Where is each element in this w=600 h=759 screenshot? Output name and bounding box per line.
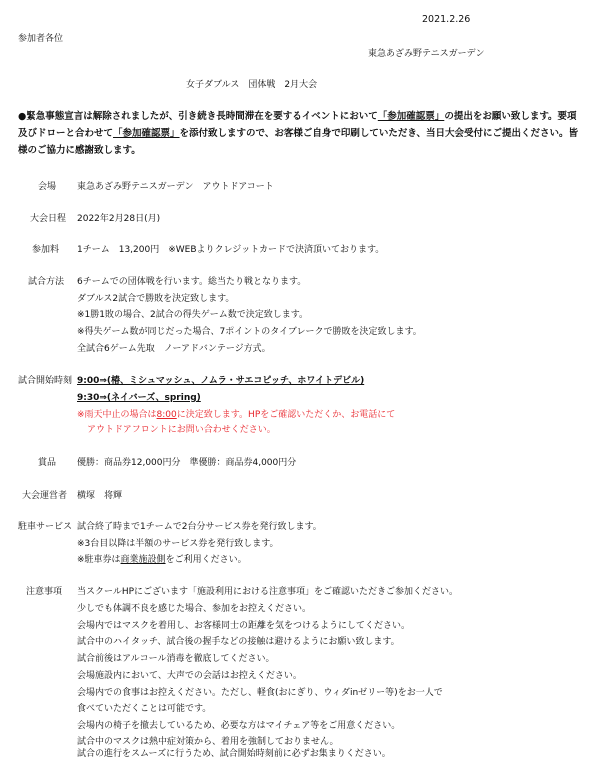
format-line: ダブルス2試合で勝敗を決定致します。 (77, 294, 235, 304)
note-item: 試合前後はアルコール消毒を徹底してください。 (77, 654, 275, 664)
notice-text-1: ●緊急事態宣言は解除されましたが、引き続き長時間滞在を要するイベントにおいて (18, 111, 378, 122)
venue-label: 会場 (38, 182, 57, 192)
addressee: 参加者各位 (18, 34, 64, 44)
parking-line-3 (77, 552, 247, 565)
parking-line-3-text-2: をご利用ください。 (165, 555, 247, 565)
note-item: 会場施設内において、大声での会話はお控えください。 (77, 671, 302, 681)
notice-paragraph (18, 108, 586, 159)
fee-label: 参加料 (32, 245, 60, 255)
manager-value: 横塚 将輝 (77, 491, 123, 501)
manager-label: 大会運営者 (22, 491, 68, 501)
prize-label: 賞品 (38, 458, 57, 468)
rain-notice-text-2: に決定致します。HPをご確認いただくか、お電話にて (176, 410, 396, 420)
parking-line-3-text: ※駐車券は (77, 555, 121, 565)
rain-notice-line2: アウトドアフロントにお問い合わせください。 (87, 425, 276, 435)
parking-label: 駐車サービス (18, 522, 73, 532)
note-item: 会場内ではマスクを着用し、お客様同士の距離を気をつけるようにしてください。 (77, 621, 411, 631)
commercial-facility-text: 商業施設側 (120, 555, 166, 565)
document-title: 女子ダブルス 団体戦 2月大会 (186, 80, 318, 90)
event-date-value: 2022年2月28日(月) (77, 214, 161, 224)
note-item: 試合中のマスクは熱中症対策から、着用を強制しておりません。 (77, 737, 339, 747)
start-time-label: 試合開始時刻 (18, 376, 73, 386)
format-label: 試合方法 (28, 277, 65, 287)
parking-line-2: ※3台目以降は半額のサービス券を発行致します。 (77, 539, 279, 549)
note-item: 食べていただくことは可能です。 (77, 704, 212, 714)
format-line: 6チームでの団体戦を行います。総当たり戦となります。 (77, 277, 307, 287)
format-line: ※1勝1敗の場合、2試合の得失ゲーム数で決定致します。 (77, 310, 309, 320)
note-item: 試合中のハイタッチ、試合後の握手などの接触は避けるようにお願い致します。 (77, 637, 400, 647)
venue-value: 東急あざみ野テニスガーデン アウトドアコート (77, 182, 274, 192)
note-item: 試合の進行をスムーズに行うため、試合開始時刻前に必ずお集まりください。 (77, 749, 391, 759)
note-item: 会場内の椅子を撤去しているため、必要な方はマイチェア等をご用意ください。 (77, 721, 401, 731)
note-item: 少しでも体調不良を感じた場合、参加をお控えください。 (77, 604, 312, 614)
start-time-2: 9:30⇒(ネイバーズ、spring) (77, 393, 201, 403)
notes-label: 注意事項 (26, 587, 63, 597)
document-date: 2021.2.26 (422, 14, 471, 25)
start-time-1: 9:00⇒(椿、ミシュマッシュ、ノムラ・サエコピッチ、ホワイトデビル) (77, 376, 365, 386)
format-line: 全試合6ゲーム先取 ノーアドバンテージ方式。 (77, 344, 271, 354)
event-date-label: 大会日程 (30, 214, 67, 224)
rain-decision-time: 8:00 (156, 410, 177, 420)
fee-value: 1チーム 13,200円 ※WEBよりクレジットカードで決済頂いております。 (77, 245, 385, 255)
rain-notice (77, 407, 395, 420)
parking-line-1: 試合終了時まで1チームで2台分サービス券を発行致します。 (77, 522, 322, 532)
note-item: 当スクールHPにございます「施設利用における注意事項」をご確認いただきご参加ください。 (77, 587, 459, 597)
rain-notice-text: ※雨天中止の場合は (77, 410, 157, 420)
organizer-name: 東急あざみ野テニスガーデン (368, 49, 485, 59)
prize-value: 優勝：商品券12,000円分 準優勝：商品券4,000円分 (77, 458, 297, 468)
notice-text-3: を添付致しますので、お客様ご自身で印刷していただき、当日大会受付にご提出ください。皆様のご協力に感謝致します。 (18, 128, 578, 156)
confirmation-form-link-1: 「参加確認票」 (377, 111, 445, 122)
notice-text-2: の提出をお願い致します。要項及びドローと合わせて (18, 111, 577, 139)
confirmation-form-link-2: 「参加確認票」 (113, 128, 180, 139)
format-line: ※得失ゲーム数が同じだった場合、7ポイントのタイブレークで勝敗を決定致します。 (77, 327, 422, 337)
note-item: 会場内での食事はお控えください。ただし、軽食(おにぎり、ウィダinゼリー等)をお一人で (77, 688, 443, 698)
